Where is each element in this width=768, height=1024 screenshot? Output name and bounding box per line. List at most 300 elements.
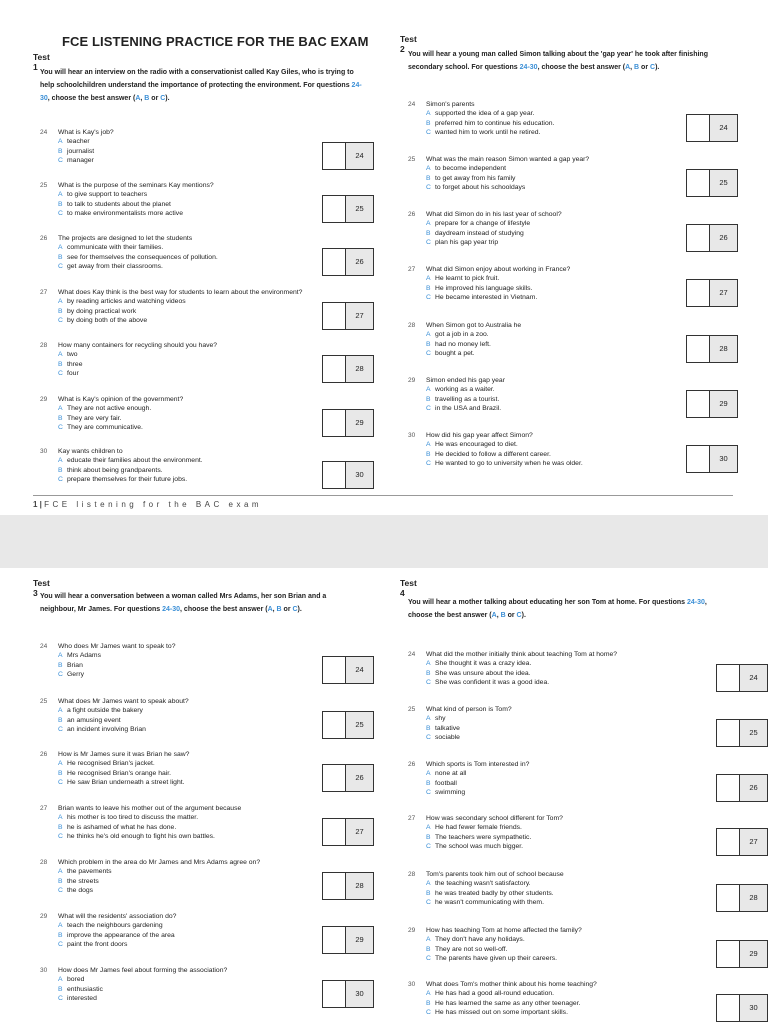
option-text: He recognised Brian's orange hair. bbox=[67, 769, 172, 777]
answer-option[interactable] bbox=[58, 456, 316, 465]
option-text: three bbox=[67, 360, 83, 368]
option-letter: B bbox=[58, 661, 63, 669]
question-stem: What is the purpose of the seminars Kay mentions? bbox=[58, 182, 214, 189]
option-text: to give support to teachers bbox=[67, 191, 148, 199]
answer-letter-b: B bbox=[500, 612, 506, 619]
answer-option[interactable] bbox=[58, 813, 316, 822]
question-range: 24-30 bbox=[687, 599, 705, 606]
question-number: 27 bbox=[40, 289, 48, 296]
test-label: Test 4 bbox=[400, 578, 417, 598]
answer-option[interactable] bbox=[426, 659, 710, 668]
option-text: the pavements bbox=[67, 868, 112, 876]
answer-option[interactable] bbox=[58, 725, 316, 734]
answer-input[interactable] bbox=[717, 720, 740, 746]
answer-option[interactable] bbox=[426, 128, 680, 137]
option-letter: A bbox=[426, 990, 431, 998]
question-number: 27 bbox=[408, 266, 416, 273]
option-letter: C bbox=[58, 887, 63, 895]
option-text: They are communicative. bbox=[67, 424, 143, 432]
answer-option[interactable] bbox=[58, 369, 316, 378]
answer-input[interactable] bbox=[687, 115, 710, 141]
option-letter: B bbox=[426, 779, 431, 787]
question-stem: Brian wants to leave his mother out of the argument because bbox=[58, 805, 242, 812]
question-stem: How does Mr James feel about forming the association? bbox=[58, 967, 228, 974]
answer-input[interactable] bbox=[717, 885, 740, 911]
answer-option[interactable] bbox=[58, 867, 316, 876]
answer-box-number: 29 bbox=[710, 391, 737, 417]
answer-box-30[interactable] bbox=[322, 461, 374, 489]
question-stem: How did his gap year affect Simon? bbox=[426, 432, 533, 439]
option-letter: A bbox=[426, 715, 431, 723]
answer-option[interactable] bbox=[58, 190, 316, 199]
question-number: 28 bbox=[408, 322, 416, 329]
question-stem: What does Tom's mother think about his home teaching? bbox=[426, 981, 597, 988]
answer-input[interactable] bbox=[323, 462, 346, 488]
option-letter: B bbox=[58, 716, 63, 724]
answer-option[interactable] bbox=[426, 833, 710, 842]
question-30 bbox=[408, 431, 680, 469]
answer-box-25[interactable] bbox=[716, 719, 768, 747]
option-letter: A bbox=[426, 275, 431, 283]
answer-option[interactable] bbox=[426, 330, 680, 339]
answer-option[interactable] bbox=[58, 886, 316, 895]
answer-box-29[interactable] bbox=[716, 940, 768, 968]
answer-option[interactable] bbox=[58, 475, 316, 484]
answer-box-27[interactable] bbox=[716, 828, 768, 856]
answer-option[interactable] bbox=[58, 931, 316, 940]
instruction-line: You will hear a young man called Simon talking about the 'gap year' he took after finishing bbox=[408, 51, 708, 58]
answer-option[interactable] bbox=[426, 238, 680, 247]
option-text: bought a pet. bbox=[435, 350, 475, 358]
option-letter: A bbox=[58, 244, 63, 252]
answer-option[interactable] bbox=[426, 999, 710, 1008]
answer-box-28[interactable] bbox=[322, 872, 374, 900]
test-instructions: You will hear a conversation between a woman called Mrs Adams, her son Brian and a neighbour, Mr James. For questions 24-30, choose the best answer (A, B or C). bbox=[40, 593, 327, 613]
option-letter: C bbox=[426, 184, 431, 192]
answer-option[interactable] bbox=[426, 724, 710, 733]
answer-option[interactable] bbox=[426, 769, 710, 778]
option-letter: C bbox=[58, 779, 63, 787]
answer-option[interactable] bbox=[58, 253, 316, 262]
answer-box-27[interactable] bbox=[322, 818, 374, 846]
question-number: 26 bbox=[408, 761, 416, 768]
answer-option[interactable] bbox=[426, 669, 710, 678]
answer-option[interactable] bbox=[58, 262, 316, 271]
footer-text: FCE listening for the BAC exam bbox=[44, 500, 263, 509]
instruction-line: choose the best answer ( bbox=[408, 612, 492, 619]
answer-option[interactable] bbox=[58, 156, 316, 165]
answer-box-number: 24 bbox=[710, 115, 737, 141]
answer-box-27[interactable] bbox=[322, 302, 374, 330]
option-letter: C bbox=[426, 734, 431, 742]
option-text: The teachers were sympathetic. bbox=[435, 833, 532, 841]
option-letter: A bbox=[58, 138, 63, 146]
answer-input[interactable] bbox=[323, 927, 346, 953]
answer-input[interactable] bbox=[717, 829, 740, 855]
answer-box-25[interactable] bbox=[322, 711, 374, 739]
answer-option[interactable] bbox=[426, 395, 680, 404]
answer-option[interactable] bbox=[426, 229, 680, 238]
question-27 bbox=[40, 288, 316, 326]
answer-box-25[interactable] bbox=[686, 169, 738, 197]
question-number: 24 bbox=[40, 129, 48, 136]
question-28 bbox=[408, 870, 710, 908]
option-text: by doing practical work bbox=[67, 307, 137, 315]
option-letter: B bbox=[58, 147, 63, 155]
option-letter: A bbox=[426, 220, 431, 228]
answer-option[interactable] bbox=[426, 164, 680, 173]
answer-option[interactable] bbox=[58, 877, 316, 886]
answer-box-28[interactable] bbox=[716, 884, 768, 912]
question-number: 28 bbox=[408, 871, 416, 878]
option-letter: B bbox=[58, 200, 63, 208]
answer-option[interactable] bbox=[58, 940, 316, 949]
question-range: 24-30 bbox=[162, 606, 181, 613]
option-letter: B bbox=[426, 889, 431, 897]
option-text: preferred him to continue his education. bbox=[435, 119, 555, 127]
answer-option[interactable] bbox=[426, 274, 680, 283]
answer-option[interactable] bbox=[426, 340, 680, 349]
option-letter: A bbox=[58, 922, 63, 930]
answer-box-28[interactable] bbox=[322, 355, 374, 383]
answer-option[interactable] bbox=[426, 842, 710, 851]
question-stem: Simon's parents bbox=[426, 101, 475, 108]
option-letter: A bbox=[58, 760, 63, 768]
option-letter: A bbox=[58, 976, 63, 984]
option-letter: C bbox=[426, 239, 431, 247]
option-letter: A bbox=[58, 298, 63, 306]
answer-option[interactable] bbox=[58, 994, 316, 1003]
answer-option[interactable] bbox=[58, 466, 316, 475]
answer-option[interactable] bbox=[58, 832, 316, 841]
answer-box-25[interactable] bbox=[322, 195, 374, 223]
answer-option[interactable] bbox=[426, 898, 710, 907]
answer-input[interactable] bbox=[717, 941, 740, 967]
answer-input[interactable] bbox=[323, 873, 346, 899]
question-30 bbox=[408, 980, 710, 1018]
answer-option[interactable] bbox=[426, 440, 680, 449]
answer-box-number: 26 bbox=[710, 225, 737, 251]
answer-option[interactable] bbox=[426, 935, 710, 944]
question-number: 30 bbox=[408, 432, 416, 439]
option-text: to become independent bbox=[435, 165, 507, 173]
answer-box-30[interactable] bbox=[322, 980, 374, 1008]
answer-option[interactable] bbox=[426, 109, 680, 118]
answer-box-26[interactable] bbox=[686, 224, 738, 252]
answer-input[interactable] bbox=[323, 356, 346, 382]
answer-option[interactable] bbox=[426, 1008, 710, 1017]
answer-box-24[interactable] bbox=[322, 142, 374, 170]
option-letter: A bbox=[58, 457, 63, 465]
answer-box-24[interactable] bbox=[322, 656, 374, 684]
instruction-tail: , bbox=[704, 599, 707, 606]
answer-option[interactable] bbox=[426, 450, 680, 459]
answer-option[interactable] bbox=[426, 989, 710, 998]
answer-option[interactable] bbox=[58, 670, 316, 679]
question-range: 24-30 bbox=[40, 82, 362, 102]
question-range: 24-30 bbox=[519, 64, 538, 71]
answer-input[interactable] bbox=[687, 225, 710, 251]
option-letter: B bbox=[58, 769, 63, 777]
option-text: interested bbox=[67, 995, 97, 1003]
option-letter: C bbox=[426, 129, 431, 137]
answer-option[interactable] bbox=[426, 349, 680, 358]
instruction-line: neighbour, Mr James. For questions bbox=[40, 606, 161, 613]
answer-option[interactable] bbox=[58, 975, 316, 984]
answer-box-30[interactable] bbox=[686, 445, 738, 473]
instruction-line: You will hear a mother talking about educating her son Tom at home. For questions bbox=[408, 599, 686, 606]
answer-option[interactable] bbox=[58, 778, 316, 787]
answer-option[interactable] bbox=[58, 661, 316, 670]
option-text: an incident involving Brian bbox=[67, 726, 146, 734]
answer-box-24[interactable] bbox=[716, 664, 768, 692]
answer-option[interactable] bbox=[58, 716, 316, 725]
question-26 bbox=[40, 750, 316, 788]
answer-option[interactable] bbox=[426, 945, 710, 954]
answer-option[interactable] bbox=[426, 284, 680, 293]
answer-input[interactable] bbox=[717, 665, 740, 691]
answer-option[interactable] bbox=[58, 360, 316, 369]
option-letter: C bbox=[426, 843, 431, 851]
answer-option[interactable] bbox=[58, 423, 316, 432]
option-text: to get away from his family bbox=[435, 174, 516, 182]
answer-input[interactable] bbox=[687, 391, 710, 417]
answer-box-number: 24 bbox=[740, 665, 767, 691]
option-letter: C bbox=[58, 941, 63, 949]
option-text: educate their families about the environment. bbox=[67, 457, 203, 465]
answer-option[interactable] bbox=[426, 174, 680, 183]
question-stem: What is Kay's opinion of the government? bbox=[58, 396, 184, 403]
option-text: He became interested in Vietnam. bbox=[435, 294, 538, 302]
option-text: to make environmentalists more active bbox=[67, 210, 183, 218]
option-letter: A bbox=[426, 110, 431, 118]
footer-rule bbox=[33, 495, 733, 496]
option-letter: A bbox=[58, 191, 63, 199]
option-letter: B bbox=[426, 945, 431, 953]
answer-box-30[interactable] bbox=[716, 994, 768, 1022]
question-number: 26 bbox=[40, 235, 48, 242]
answer-box-number: 26 bbox=[740, 775, 767, 801]
question-number: 30 bbox=[408, 981, 416, 988]
question-stem: What did Simon enjoy about working in France? bbox=[426, 266, 571, 273]
answer-input[interactable] bbox=[323, 657, 346, 683]
answer-box-number: 27 bbox=[710, 280, 737, 306]
answer-option[interactable] bbox=[426, 823, 710, 832]
option-letter: C bbox=[426, 294, 431, 302]
answer-box-26[interactable] bbox=[322, 248, 374, 276]
answer-option[interactable] bbox=[58, 350, 316, 359]
answer-letter-c: C bbox=[516, 612, 522, 619]
answer-option[interactable] bbox=[58, 209, 316, 218]
option-letter: B bbox=[58, 985, 63, 993]
question-26 bbox=[408, 210, 680, 248]
option-text: teacher bbox=[67, 138, 90, 146]
question-stem: What does Mr James want to speak about? bbox=[58, 698, 189, 705]
answer-box-27[interactable] bbox=[686, 279, 738, 307]
question-29 bbox=[40, 912, 316, 950]
answer-input[interactable] bbox=[323, 303, 346, 329]
question-24 bbox=[40, 128, 316, 166]
answer-option[interactable] bbox=[426, 385, 680, 394]
instruction-line: You will hear an interview on the radio with a conservationist called Kay Giles, who is trying to bbox=[40, 69, 354, 76]
option-text: two bbox=[67, 351, 78, 359]
answer-box-29[interactable] bbox=[322, 409, 374, 437]
answer-option[interactable] bbox=[426, 714, 710, 723]
footer-separator: | bbox=[37, 500, 45, 509]
option-text: supported the idea of a gap year. bbox=[435, 110, 535, 118]
answer-option[interactable] bbox=[58, 307, 316, 316]
answer-box-number: 30 bbox=[740, 995, 767, 1021]
answer-option[interactable] bbox=[426, 404, 680, 413]
answer-input[interactable] bbox=[717, 995, 740, 1021]
answer-option[interactable] bbox=[58, 769, 316, 778]
option-letter: B bbox=[58, 877, 63, 885]
answer-box-26[interactable] bbox=[322, 764, 374, 792]
answer-option[interactable] bbox=[426, 219, 680, 228]
answer-option[interactable] bbox=[426, 183, 680, 192]
option-text: He has learned the same as any other teenager. bbox=[435, 999, 581, 1007]
option-text: football bbox=[435, 779, 457, 787]
question-stem: Tom's parents took him out of school because bbox=[426, 871, 564, 878]
answer-input[interactable] bbox=[323, 819, 346, 845]
option-letter: C bbox=[58, 424, 63, 432]
option-text: travelling as a tourist. bbox=[435, 395, 500, 403]
option-text: He had fewer female friends. bbox=[435, 824, 522, 832]
test-label: Test 2 bbox=[400, 34, 417, 54]
answer-input[interactable] bbox=[687, 280, 710, 306]
answer-input[interactable] bbox=[687, 336, 710, 362]
answer-box-number: 27 bbox=[346, 303, 373, 329]
answer-option[interactable] bbox=[58, 651, 316, 660]
option-text: He has had a good all-round education. bbox=[435, 990, 555, 998]
answer-option[interactable] bbox=[426, 788, 710, 797]
option-text: an amusing event bbox=[67, 716, 121, 724]
question-30 bbox=[40, 447, 316, 485]
answer-option[interactable] bbox=[58, 404, 316, 413]
question-number: 29 bbox=[40, 913, 48, 920]
answer-letter-a: A bbox=[135, 95, 141, 102]
option-text: plan his gap year trip bbox=[435, 239, 499, 247]
option-letter: C bbox=[426, 1009, 431, 1017]
option-letter: B bbox=[426, 284, 431, 292]
answer-option[interactable] bbox=[58, 414, 316, 423]
answer-letter-c: C bbox=[292, 606, 298, 613]
question-stem: How many containers for recycling should you have? bbox=[58, 342, 218, 349]
option-text: shy bbox=[435, 715, 446, 723]
answer-box-number: 26 bbox=[346, 765, 373, 791]
option-text: enthusiastic bbox=[67, 985, 103, 993]
test-instructions: You will hear an interview on the radio with a conservationist called Kay Giles, who is trying to help schoolchildren understand the importance of protecting the environment. For questions 24-30, choose the best answer (A, B or C). bbox=[40, 69, 362, 102]
answer-box-29[interactable] bbox=[686, 390, 738, 418]
question-25 bbox=[40, 181, 316, 219]
question-stem: Who does Mr James want to speak to? bbox=[58, 643, 176, 650]
option-letter: B bbox=[426, 174, 431, 182]
question-number: 27 bbox=[408, 815, 416, 822]
answer-input[interactable] bbox=[323, 143, 346, 169]
answer-box-29[interactable] bbox=[322, 926, 374, 954]
question-stem: What did Simon do in his last year of school? bbox=[426, 211, 562, 218]
option-letter: C bbox=[426, 789, 431, 797]
answer-option[interactable] bbox=[58, 137, 316, 146]
answer-option[interactable] bbox=[58, 297, 316, 306]
answer-input[interactable] bbox=[717, 775, 740, 801]
answer-option[interactable] bbox=[426, 733, 710, 742]
answer-input[interactable] bbox=[323, 981, 346, 1007]
question-number: 29 bbox=[408, 927, 416, 934]
option-letter: A bbox=[58, 868, 63, 876]
answer-option[interactable] bbox=[426, 678, 710, 687]
answer-box-26[interactable] bbox=[716, 774, 768, 802]
answer-option[interactable] bbox=[426, 879, 710, 888]
option-letter: C bbox=[58, 157, 63, 165]
answer-option[interactable] bbox=[58, 921, 316, 930]
option-letter: A bbox=[58, 814, 63, 822]
answer-option[interactable] bbox=[58, 759, 316, 768]
option-text: by reading articles and watching videos bbox=[67, 298, 186, 306]
option-letter: B bbox=[58, 414, 63, 422]
answer-option[interactable] bbox=[58, 243, 316, 252]
answer-option[interactable] bbox=[58, 200, 316, 209]
answer-option[interactable] bbox=[58, 147, 316, 156]
option-text: prepare themselves for their future jobs. bbox=[67, 476, 188, 484]
answer-box-number: 29 bbox=[740, 941, 767, 967]
option-letter: C bbox=[58, 210, 63, 218]
answer-box-24[interactable] bbox=[686, 114, 738, 142]
answer-option[interactable] bbox=[58, 706, 316, 715]
answer-input[interactable] bbox=[323, 196, 346, 222]
question-stem: When Simon got to Australia he bbox=[426, 322, 522, 329]
option-text: by doing both of the above bbox=[67, 317, 148, 325]
answer-option[interactable] bbox=[426, 954, 710, 963]
option-letter: C bbox=[58, 726, 63, 734]
answer-option[interactable] bbox=[426, 779, 710, 788]
answer-option[interactable] bbox=[58, 823, 316, 832]
answer-option[interactable] bbox=[426, 459, 680, 468]
answer-input[interactable] bbox=[687, 446, 710, 472]
answer-input[interactable] bbox=[687, 170, 710, 196]
answer-box-number: 25 bbox=[346, 196, 373, 222]
answer-input[interactable] bbox=[323, 249, 346, 275]
option-letter: A bbox=[426, 331, 431, 339]
question-stem: How was secondary school different for Tom? bbox=[426, 815, 563, 822]
question-26 bbox=[408, 760, 710, 798]
answer-option[interactable] bbox=[58, 985, 316, 994]
question-number: 29 bbox=[40, 396, 48, 403]
question-30 bbox=[40, 966, 316, 1004]
answer-input[interactable] bbox=[323, 765, 346, 791]
option-text: the streets bbox=[67, 877, 99, 885]
instruction-line: secondary school. For questions bbox=[408, 64, 518, 71]
answer-input[interactable] bbox=[323, 712, 346, 738]
answer-box-28[interactable] bbox=[686, 335, 738, 363]
answer-box-number: 30 bbox=[710, 446, 737, 472]
option-text: think about being grandparents. bbox=[67, 466, 163, 474]
question-number: 25 bbox=[40, 698, 48, 705]
answer-option[interactable] bbox=[426, 119, 680, 128]
option-text: the teaching wasn't satisfactory. bbox=[435, 880, 531, 888]
answer-option[interactable] bbox=[426, 293, 680, 302]
question-24 bbox=[408, 650, 710, 688]
option-letter: A bbox=[426, 824, 431, 832]
answer-option[interactable] bbox=[58, 316, 316, 325]
answer-letter-c: C bbox=[650, 64, 656, 71]
answer-box-number: 24 bbox=[346, 143, 373, 169]
answer-option[interactable] bbox=[426, 889, 710, 898]
answer-input[interactable] bbox=[323, 410, 346, 436]
question-stem: Kay wants children to bbox=[58, 448, 123, 455]
option-text: Gerry bbox=[67, 671, 84, 679]
answer-box-number: 28 bbox=[740, 885, 767, 911]
